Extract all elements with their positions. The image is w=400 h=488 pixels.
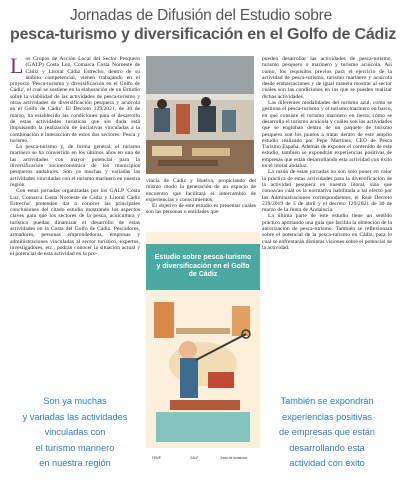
poster-title: Estudio sobre pesca-turismo y diversificación en el Golfo de Cádiz <box>154 254 252 278</box>
photo-image <box>146 56 254 174</box>
poster-logo-femp: FEMP <box>152 456 161 460</box>
drop-cap: L <box>10 53 24 78</box>
paragraph: El objetivo de este estudio es presentar cuáles son las personas o entidades que <box>146 203 256 216</box>
column-1 <box>10 53 140 258</box>
article-header <box>10 6 397 45</box>
quote-line: actividad con éxito <box>289 458 365 468</box>
paragraph: La última parte de este estudio tiene un sentido práctico aportando una guía que facilita la obtención de la autorización de pesca-turismo. También se reflexionará sobre el potencial de la pesca-turismo en Cádiz, para lo cual se enfrentarán distintas visiones sobre el potencial de la actividad. <box>262 213 392 251</box>
column-3 <box>262 56 392 251</box>
title-line-2: pesca-turismo y diversificación en el Golfo de Cádiz <box>10 26 397 43</box>
paragraph-text: os Grupos de Acción Local del Sector Pesquero (GALP) Costa Luz, Comarca Costa Noroeste de Cádiz y Litoral Cádiz Estrecho, dentro de su ámbito competencial, vienen trabajando en el proyecto 'Pesca-turismo y diversificación en el Golfo de Cádiz', el cual se sostiene en la elaboración de un Estudio sobre la viabilidad de las actividades de pesca-turismo y otras actividades de diversificación pesquera y acuícola en el Golfo de Cádiz'. El Decreto 129/2021, de 30 de marzo, ha establecido las condiciones para el desarrollo de estas actividades turísticas que sin duda está impulsando la realización de iniciativas vinculadas a la combinación e interacción de estos dos sectores: Pesca y turismo. <box>10 56 140 144</box>
quote-line: de empresas que están <box>278 427 376 437</box>
poster-logo-galp: GALP <box>190 456 199 460</box>
quote-line: También se expondrán <box>280 396 374 406</box>
quote-line: Son ya muchas <box>43 396 107 406</box>
fishing-port-photo <box>146 56 254 174</box>
quote-line: experiencias positivas <box>282 411 372 422</box>
quote-line: vinculadas con <box>44 427 106 437</box>
pull-quote-left <box>10 394 140 472</box>
paragraph: La pesca-turismo y, de forma general, el turismo marinero se ha convertido en los últimos años en una de las actividades con mayor potencial para la diversificación socioeconómica de los municipios pesqueros andaluces. Son ya muchas y variadas las actividades vinculadas con el turismo marinero en nuestra región. <box>10 144 140 188</box>
paragraph: vincia de Cádiz y Huelva, propiciando del mismo modo la generación de un espacio de encuentro que facilitará el intercambio de experiencias y conocimientos. <box>146 178 256 203</box>
quote-line: desarrollando esta <box>289 442 365 453</box>
quote-line: y variadas las actividades <box>22 411 128 422</box>
paragraph: Con estas jornadas organizadas por los GALP 'Costa Luz, Comarca Costa Noroeste de Cádiz y Litoral Cádiz Estrecho' pretenden dar a conocer las principales conclusiones del citado estudio mostrando los aspectos claves para que los sectores de la pesca, acuicultura y turístico puedan dinamizar el desarrollo de estas actividades en la Costa del Golfo de Cádiz. Pescadores, armadores, personas emprendedoras, empresas y administraciones vinculadas al sector turístico, expertos, investigadores, etc., podrán conocer la situación actual y el potencial de esta actividad en la pro- <box>10 188 140 258</box>
quote-line: en nuestra región <box>39 458 111 468</box>
pull-quote-right <box>262 394 392 472</box>
paragraph: Las diferentes modalidades del turismo azul, como se gestiona el pesca-turismo y el turismo marinero en barco, en qué consiste el turismo marinero en tierra, cómo se desarrolla el turismo acuícola y cuáles son las actividades que se engloban dentro de un paquete de turismo pesquero son los puntos a tratar dentro de este amplio estudio realizado por Pepe Martínez, CEO de Pesca Turismo España. Además de exponer el contenido de este estudio, también se expondrán experiencias positivas de empresas que están desarrollando esta actividad con éxito en el litoral andaluz. <box>262 100 392 170</box>
column-2 <box>146 178 256 216</box>
study-poster <box>146 232 260 468</box>
quote-line: el turismo marinero <box>35 442 115 453</box>
title-line-1: Jornadas de Difusión del Estudio sobre <box>69 7 333 24</box>
paragraph: pueden desarrollar las actividades de pesca-turismo, turismo pesquero o marinero y turismo acuícola. Así como, los requisitos previos para el ejercicio de la actividad de pesca-turismo, turismo marinero y acuícola desde embarcaciones y de igual manera mostrar al sector cuáles son las condiciones en las que se pueden realizar dichas actividades. <box>262 56 392 100</box>
poster-logo-junta: Junta de Andalucía <box>220 456 248 460</box>
paragraph <box>10 53 140 144</box>
paragraph: La razón de estas jornadas no son solo poner en valor la práctica de estas actividades para la diversificación de la actividad pesquera en nuestro litoral, sino que conozcan cuál es la normativa habilitada a tal efecto por las Administraciones correspondientes, el Real Decreto 239/2019 de 5 de abril y el decreto 129/2021 de 30 de marzo de la Junta de Andalucía. <box>262 169 392 214</box>
